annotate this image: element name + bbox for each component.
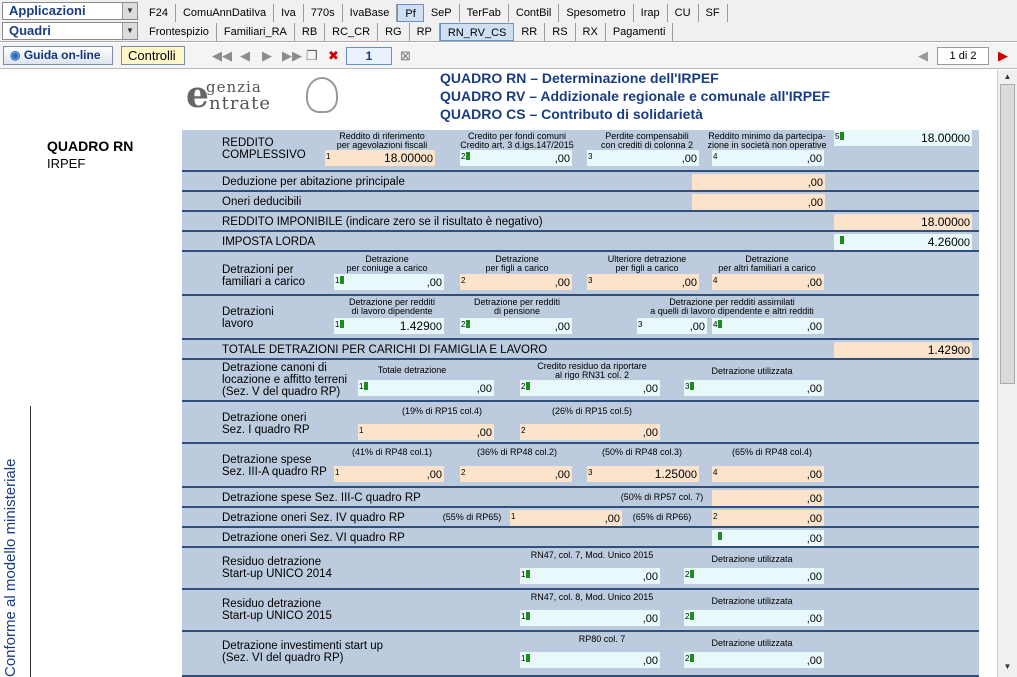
field-decimals: ,00 [642,383,658,395]
tab-sf[interactable]: SF [699,4,728,22]
prev-page-icon[interactable]: ◀ [240,48,250,63]
field-number: 4 [713,320,718,329]
input-field[interactable] [587,466,699,482]
row-label: Detrazione spese Sez. III-A quadro RP [222,454,327,478]
green-marker-icon [840,132,844,140]
field-number: 2 [685,654,690,663]
green-marker-icon [690,570,694,578]
row-rn3 [182,192,979,212]
row-rn2 [182,172,979,192]
green-marker-icon [466,152,470,160]
field-decimals: ,00 [806,321,822,333]
field-decimals: ,00 [554,469,570,481]
input-field[interactable] [334,318,444,334]
field-caption: Detrazione per coniuge a carico [346,254,428,273]
field-number: 4 [713,152,718,161]
field-caption: Detrazione per redditi di pensione [473,297,561,316]
row-label: REDDITO IMPONIBILE (indicare zero se il risultato è negativo) [222,216,543,228]
input-field[interactable] [460,318,572,334]
field-decimals: ,00 [642,655,658,667]
logo-text-top: genzia [206,78,262,96]
tab-rp[interactable]: RP [410,23,440,41]
row-label: Detrazioni lavoro [222,306,274,330]
title-rv-code: QUADRO RV [440,88,526,104]
input-field[interactable] [712,510,824,526]
row-rn1 [182,130,979,172]
field-decimals: ,00 [476,427,492,439]
input-field[interactable] [692,194,825,210]
green-marker-icon [526,570,530,578]
field-decimals: ,00 [642,571,658,583]
input-field[interactable] [587,274,699,290]
field-value: 4.260 [927,235,958,249]
row-label: TOTALE DETRAZIONI PER CARICHI DI FAMIGLIA E LAVORO [222,344,548,356]
tab-770s[interactable]: 770s [304,4,343,22]
green-marker-icon [526,382,530,390]
tab-sep[interactable]: SeP [424,4,460,22]
delete-page-icon[interactable]: ✖ [328,48,339,63]
row-rn6 [182,252,979,296]
field-caption: Detrazione per altri familiari a carico [718,254,816,273]
field-value: 18.000 [384,151,421,165]
field-decimals: ,00 [806,469,822,481]
field-number: 2 [461,468,466,477]
input-field[interactable] [712,318,824,334]
field-decimals: ,00 [806,533,822,545]
logo-text-bottom: ntrate [209,93,272,114]
row-rn12 [182,360,979,402]
field-caption: (50% di RP57 col. 7) [620,492,704,502]
input-field[interactable] [520,610,660,626]
tab-rn-rv-cs[interactable]: RN_RV_CS [440,23,515,41]
field-caption: Perdite compensabili con crediti di colonna 2 [600,131,694,150]
field-number: 4 [713,468,718,477]
row-rn21 [182,632,979,677]
row-rn17 [182,528,979,548]
next-page-icon[interactable]: ▶ [262,48,272,63]
vertical-scrollbar[interactable] [997,70,1017,677]
controls-label: Controlli [128,48,176,63]
field-decimals: 00 [684,469,697,481]
field-caption: Detrazione utilizzata [711,638,793,648]
green-marker-icon [840,236,844,244]
online-guide-button[interactable] [3,46,113,65]
green-marker-icon [526,612,530,620]
field-value: 18.000 [921,215,958,229]
field-decimals: ,00 [806,571,822,583]
quadri-select-label: Quadri [9,23,51,38]
field-value: 1.429 [399,319,430,333]
field-decimals: ,00 [807,197,823,209]
field-caption: RN47, col. 8, Mod. Unico 2015 [530,592,654,602]
side-caption [2,406,28,677]
input-field[interactable] [834,214,972,230]
field-decimals: ,00 [806,613,822,625]
input-field[interactable] [712,466,824,482]
field-number: 3 [588,468,593,477]
input-field[interactable] [520,424,660,440]
tab-cu[interactable]: CU [668,4,699,22]
input-field[interactable] [834,234,972,250]
field-number: 1 [521,612,526,621]
field-number: 1 [511,512,516,521]
input-field[interactable] [460,150,572,166]
field-value: 1.429 [927,343,958,357]
field-caption: Detrazione per figli a carico [485,254,549,273]
toolbar [0,43,1017,69]
title-rv-desc: – Addizionale regionale e comunale all'IRPEF [525,88,830,104]
tab-irap[interactable]: Irap [634,4,668,22]
tab-terfab[interactable]: TerFab [460,4,509,22]
green-marker-icon [690,612,694,620]
field-decimals: 00 [420,153,433,165]
controls-button[interactable] [121,46,185,65]
input-field[interactable] [712,274,824,290]
row-rn13 [182,402,979,444]
input-field[interactable] [334,466,444,482]
row-label: IMPOSTA LORDA [222,236,316,248]
tab-familiari-ra[interactable]: Familiari_RA [217,23,295,41]
green-marker-icon [466,320,470,328]
row-rn4 [182,212,979,232]
tab-ivabase[interactable]: IvaBase [343,4,398,22]
scroll-up-icon[interactable]: ▲ [1003,72,1012,81]
last-page-icon[interactable]: ▶▶ [282,48,302,63]
previous-sheet-icon[interactable]: ◀ [918,48,928,63]
input-field[interactable] [712,490,824,506]
row-label: Oneri deducibili [222,196,302,208]
green-marker-icon [690,654,694,662]
tab-comuanndatiiva[interactable]: ComuAnnDatiIva [176,4,274,22]
field-value: 1.250 [654,467,685,481]
field-caption: (50% di RP48 col.3) [601,447,683,457]
tab-rb[interactable]: RB [295,23,325,41]
field-caption: Detrazione per redditi di lavoro dipendente [348,297,436,316]
field-caption: Detrazione utilizzata [711,366,793,376]
header-title-rn [440,70,719,86]
field-decimals: ,00 [604,513,620,525]
quadri-select[interactable] [2,22,138,40]
field-caption: RN47, col. 7, Mod. Unico 2015 [530,550,654,560]
tab-rx[interactable]: RX [576,23,606,41]
field-decimals: ,00 [806,655,822,667]
input-field[interactable] [834,130,972,146]
input-field[interactable] [712,530,824,546]
scroll-thumb[interactable] [1000,84,1015,384]
row-rn14 [182,444,979,488]
field-number: 5 [835,132,840,141]
field-decimals: ,00 [681,153,697,165]
field-decimals: ,00 [554,277,570,289]
row-label: Detrazione oneri Sez. I quadro RP [222,412,310,436]
field-number: 1 [326,152,331,161]
field-decimals: ,00 [806,513,822,525]
field-number: 3 [638,320,643,329]
field-number: 3 [685,382,690,391]
field-caption: Credito residuo da riportare al rigo RN31 col. 2 [537,361,647,380]
field-number: 2 [461,276,466,285]
field-number: 1 [359,426,364,435]
field-caption: Detrazione per redditi assimilati a quelli di lavoro dipendente e altri redditi [650,297,814,316]
input-field[interactable] [520,652,660,668]
row-rn15 [182,488,979,508]
field-caption: Ulteriore detrazione per figli a carico [607,254,687,273]
field-decimals: ,00 [554,153,570,165]
input-field[interactable] [684,652,824,668]
row-rn7 [182,296,979,340]
input-field[interactable] [684,568,824,584]
top-menu-bar [0,0,1017,42]
field-number: 1 [335,276,340,285]
field-caption: Credito per fondi comuni Credito art. 3 d.lgs.147/2015 [460,131,574,150]
green-marker-icon [718,320,722,328]
field-decimals: ,00 [806,493,822,505]
field-decimals: ,00 [806,153,822,165]
field-decimals: 00 [957,217,970,229]
emblem-icon [306,77,338,113]
agenzia-entrate-logo [184,75,344,115]
chevron-down-icon[interactable]: ▼ [122,23,137,39]
title-rn-code: QUADRO RN [440,70,527,86]
input-field[interactable] [510,510,622,526]
input-field[interactable] [712,150,824,166]
row-label: Residuo detrazione Start-up UNICO 2014 [222,556,332,580]
field-decimals: 00 [957,237,970,249]
input-field[interactable] [587,150,699,166]
field-decimals: 00 [957,133,970,145]
input-field[interactable] [460,466,572,482]
row-label: Detrazione canoni di locazione e affitto terreni (Sez. V del quadro RP) [222,362,348,398]
globe-icon: ◉ [10,48,21,62]
tab-rs[interactable]: RS [545,23,575,41]
row-rn19 [182,548,979,590]
input-field[interactable] [684,380,824,396]
input-field[interactable] [692,174,825,190]
input-field[interactable] [460,274,572,290]
applications-select[interactable] [2,2,138,20]
field-number: 1 [335,468,340,477]
tab-rr[interactable]: RR [514,23,545,41]
field-number: 1 [521,654,526,663]
page-count: 1 di 2 [937,47,989,65]
field-caption: (65% di RP66) [632,512,692,522]
input-field[interactable] [358,380,494,396]
green-marker-icon [690,382,694,390]
field-number: 2 [685,612,690,621]
applications-select-label: Applicazioni [9,3,86,18]
field-number: 2 [685,570,690,579]
tab-rc-cr[interactable]: RC_CR [325,23,378,41]
field-decimals: ,00 [681,277,697,289]
online-guide-label: Guida on-line [23,48,101,62]
section-tabs [142,23,673,41]
row-label: Detrazioni per familiari a carico [222,264,306,288]
side-divider [30,406,31,677]
green-marker-icon [718,532,722,540]
field-caption: (26% di RP15 col.5) [551,406,633,416]
input-field[interactable] [520,568,660,584]
field-caption: (41% di RP48 col.1) [351,447,433,457]
form-document [0,70,997,677]
copy-page-icon[interactable]: ❐ [306,48,318,63]
field-number: 4 [713,276,718,285]
field-caption: (65% di RP48 col.4) [731,447,813,457]
section-title: QUADRO RN [47,138,134,154]
field-decimals: ,00 [807,177,823,189]
tab-pagamenti[interactable]: Pagamenti [606,23,674,41]
field-number: 1 [521,570,526,579]
field-decimals: ,00 [806,277,822,289]
module-tabs [142,4,728,22]
title-rn-desc: – Determinazione dell'IRPEF [526,70,719,86]
input-field[interactable] [520,380,660,396]
section-subtitle: IRPEF [47,156,86,171]
row-label: Detrazione oneri Sez. VI quadro RP [222,532,405,544]
tab-contbil[interactable]: ContBil [509,4,559,22]
field-caption: Totale detrazione [377,365,447,375]
field-caption: RP80 col. 7 [578,634,626,644]
title-cs-desc: – Contributo di solidarietà [525,106,703,122]
field-decimals: 00 [957,345,970,357]
field-decimals: ,00 [806,383,822,395]
field-caption: (19% di RP15 col.4) [401,406,483,416]
field-decimals: ,00 [554,321,570,333]
row-label: Residuo detrazione Start-up UNICO 2015 [222,598,332,622]
input-field[interactable] [684,610,824,626]
field-value: 18.000 [921,131,958,145]
input-field[interactable] [325,150,435,166]
input-field[interactable] [334,274,444,290]
remove-page-icon[interactable]: ⊠ [400,48,411,63]
field-decimals: ,00 [476,383,492,395]
logo-letter: e [186,74,209,116]
row-rn16 [182,508,979,528]
field-decimals: ,00 [426,469,442,481]
green-marker-icon [364,382,368,390]
side-caption-text: Conforme al modello ministeriale [2,458,19,677]
row-label: Detrazione spese Sez. III-C quadro RP [222,492,421,504]
field-number: 3 [588,152,593,161]
row-rn20 [182,590,979,632]
green-marker-icon [340,276,344,284]
field-decimals: ,00 [426,277,442,289]
tab-f24[interactable]: F24 [142,4,176,22]
field-number: 1 [359,382,364,391]
field-number: 2 [713,512,718,521]
field-decimals: ,00 [642,427,658,439]
field-caption: Detrazione utilizzata [711,596,793,606]
field-caption: Reddito di riferimento per agevolazioni fiscali [336,131,428,150]
green-marker-icon [340,320,344,328]
tab-rg[interactable]: RG [378,23,410,41]
field-caption: Detrazione utilizzata [711,554,793,564]
row-label: REDDITO COMPLESSIVO [222,137,306,161]
next-sheet-icon[interactable]: ▶ [998,48,1008,63]
tab-pf[interactable]: Pf [397,4,423,22]
field-caption: Reddito minimo da partecipa- zione in società non operative [707,131,827,150]
field-number: 3 [588,276,593,285]
field-caption: (36% di RP48 col.2) [476,447,558,457]
field-number: 2 [521,426,526,435]
field-number: 2 [461,320,466,329]
first-page-icon[interactable]: ◀◀ [212,48,232,63]
input-field[interactable] [834,342,972,358]
input-field[interactable] [637,318,707,334]
tab-frontespizio[interactable]: Frontespizio [142,23,217,41]
header-title-cs [440,106,703,122]
quadro-rn-form [182,130,979,677]
field-decimals: ,00 [689,321,705,333]
tab-spesometro[interactable]: Spesometro [559,4,633,22]
field-decimals: 00 [429,321,442,333]
field-number: 2 [521,382,526,391]
row-label: Detrazione oneri Sez. IV quadro RP [222,512,405,524]
field-number: 2 [461,152,466,161]
row-rn8 [182,340,979,360]
field-caption: (55% di RP65) [442,512,502,522]
title-cs-code: QUADRO CS [440,106,526,122]
scroll-down-icon[interactable]: ▼ [1003,662,1012,671]
chevron-down-icon[interactable]: ▼ [122,3,137,19]
page-number-input[interactable]: 1 [346,47,392,65]
header-title-rv [440,88,830,104]
row-label: Deduzione per abitazione principale [222,176,405,188]
green-marker-icon [526,654,530,662]
tab-iva[interactable]: Iva [274,4,304,22]
row-label: Detrazione investimenti start up (Sez. VI del quadro RP) [222,640,384,664]
row-rn5 [182,232,979,252]
field-number: 1 [335,320,340,329]
field-decimals: ,00 [642,613,658,625]
input-field[interactable] [358,424,494,440]
